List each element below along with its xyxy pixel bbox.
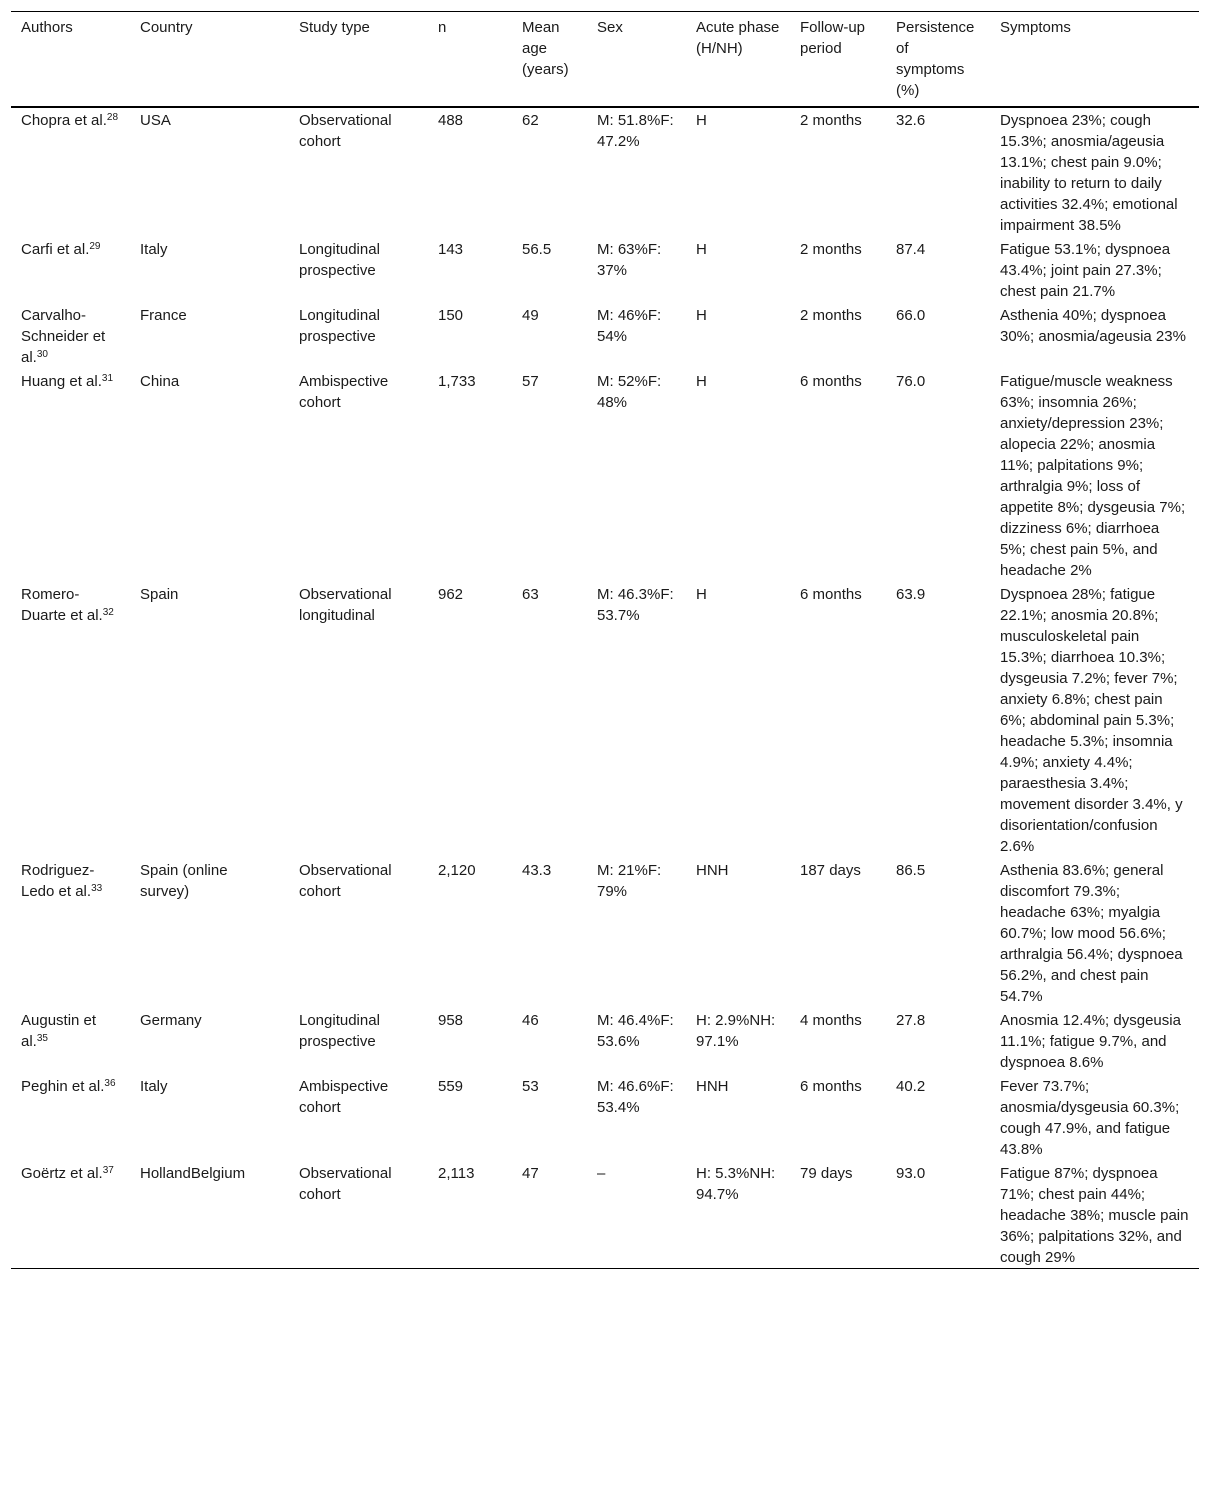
header-persistence: Persistence of symptoms (%) — [896, 19, 975, 99]
cell-acute-phase: H: 5.3%NH: 94.7% — [696, 1165, 776, 1203]
cell-persistence: 40.2 — [896, 1078, 926, 1095]
reference-number: 31 — [101, 373, 114, 384]
cell-study-type: Observational cohort — [299, 112, 392, 150]
cell-follow-up: 187 days — [800, 862, 861, 879]
cell-symptoms: Asthenia 40%; dyspnoea 30%; anosmia/ageusia 23% — [1000, 307, 1186, 345]
cell-sex: M: 52%F: 48% — [597, 373, 662, 411]
cell-follow-up: 2 months — [800, 112, 862, 129]
cell-sex: M: 46.3%F: 53.7% — [597, 586, 674, 624]
author-name: Peghin et al. — [21, 1078, 105, 1095]
cell-follow-up: 6 months — [800, 373, 862, 390]
cell-symptoms: Dyspnoea 23%; cough 15.3%; anosmia/ageusia 13.1%; chest pain 9.0%; inability to return to daily activities 32.4%; emotional impairment 38.5% — [1000, 112, 1178, 234]
cell-country: Germany — [140, 1012, 202, 1029]
cell-sex: M: 21%F: 79% — [597, 862, 662, 900]
reference-number: 36 — [104, 1078, 116, 1089]
cell-mean-age: 57 — [522, 373, 539, 390]
cell-n: 2,113 — [438, 1165, 475, 1182]
author-name: Carvalho-Schneider et al. — [21, 307, 106, 366]
cell-country: Spain — [140, 586, 179, 603]
cell-country: USA — [140, 112, 171, 129]
cell-follow-up: 2 months — [800, 241, 862, 258]
cell-country: China — [140, 373, 180, 390]
cell-persistence: 93.0 — [896, 1165, 926, 1182]
cell-sex: M: 46.4%F: 53.6% — [597, 1012, 674, 1050]
table-row — [11, 1160, 1199, 1269]
author-name: Goërtz et al. — [21, 1165, 103, 1182]
cell-study-type: Longitudinal prospective — [299, 307, 380, 345]
reference-number: 37 — [102, 1165, 114, 1176]
cell-mean-age: 63 — [522, 586, 539, 603]
cell-n: 143 — [438, 241, 464, 258]
header-sex: Sex — [597, 19, 623, 36]
cell-author — [11, 581, 130, 857]
table-row — [11, 581, 1199, 857]
cell-persistence: 63.9 — [896, 586, 926, 603]
author-name: Romero-Duarte et al. — [21, 586, 103, 624]
author-name: Huang et al. — [21, 373, 102, 390]
cell-sex: M: 46%F: 54% — [597, 307, 662, 345]
cell-symptoms: Fatigue 87%; dyspnoea 71%; chest pain 44%; headache 38%; muscle pain 36%; palpitations 32%, and cough 29% — [1000, 1165, 1189, 1266]
cell-acute-phase: H — [696, 241, 707, 258]
cell-author — [11, 368, 130, 581]
cell-persistence: 86.5 — [896, 862, 926, 879]
header-n: n — [438, 19, 447, 36]
reference-number: 29 — [89, 241, 101, 252]
cell-study-type: Longitudinal prospective — [299, 241, 380, 279]
author-name: Rodriguez-Ledo et al. — [21, 862, 95, 900]
cell-follow-up: 4 months — [800, 1012, 862, 1029]
header-symptoms: Symptoms — [1000, 19, 1071, 36]
cell-n: 962 — [438, 586, 464, 603]
cell-author — [11, 1073, 130, 1160]
cell-acute-phase: H — [696, 112, 707, 129]
table-header — [11, 12, 1199, 108]
cell-n: 559 — [438, 1078, 464, 1095]
cell-study-type: Observational cohort — [299, 862, 392, 900]
table-row — [11, 1007, 1199, 1073]
cell-author — [11, 236, 130, 302]
header-mean-age: Mean age (years) — [522, 19, 569, 78]
cell-persistence: 66.0 — [896, 307, 926, 324]
cell-mean-age: 47 — [522, 1165, 539, 1182]
cell-mean-age: 62 — [522, 112, 539, 129]
cell-n: 150 — [438, 307, 464, 324]
cell-acute-phase: HNH — [696, 1078, 729, 1095]
cell-acute-phase: H — [696, 586, 707, 603]
cell-study-type: Longitudinal prospective — [299, 1012, 380, 1050]
cell-persistence: 32.6 — [896, 112, 926, 129]
cell-symptoms: Fever 73.7%; anosmia/dysgeusia 60.3%; cough 47.9%, and fatigue 43.8% — [1000, 1078, 1180, 1158]
table-row — [11, 302, 1199, 368]
cell-persistence: 27.8 — [896, 1012, 926, 1029]
cell-mean-age: 46 — [522, 1012, 539, 1029]
cell-symptoms: Fatigue 53.1%; dyspnoea 43.4%; joint pain 27.3%; chest pain 21.7% — [1000, 241, 1171, 300]
table-row — [11, 1073, 1199, 1160]
cell-country: Spain (online survey) — [140, 862, 228, 900]
cell-acute-phase: H — [696, 373, 707, 390]
table-row — [11, 236, 1199, 302]
author-name: Carfi et al. — [21, 241, 90, 258]
cell-symptoms: Fatigue/muscle weakness 63%; insomnia 26%; anxiety/depression 23%; alopecia 22%; anosmia 11%; palpitations 9%; arthralgia 9%; loss of appetite 8%; dysgeusia 7%; dizziness 6%; diarrhoea 5%; chest pain 5%, and headache 2% — [1000, 373, 1186, 579]
cell-study-type: Observational longitudinal — [299, 586, 392, 624]
cell-symptoms: Dyspnoea 28%; fatigue 22.1%; anosmia 20.8%; musculoskeletal pain 15.3%; diarrhoea 10.3%; dysgeusia 7.2%; fever 7%; anxiety 6.8%; chest pain 6%; abdominal pain 5.3%; headache 5.3%; insomnia 4.9%; anxiety 4.4%; paraesthesia 3.4%; movement disorder 3.4%, y disorientation/confusion 2.6% — [1000, 586, 1183, 855]
cell-mean-age: 56.5 — [522, 241, 552, 258]
cell-symptoms: Asthenia 83.6%; general discomfort 79.3%; headache 63%; myalgia 60.7%; low mood 56.6%; arthralgia 56.4%; dyspnoea 56.2%, and chest pain 54.7% — [1000, 862, 1183, 1005]
header-acute-phase: Acute phase (H/NH) — [696, 19, 780, 57]
cell-country: HollandBelgium — [140, 1165, 246, 1182]
cell-n: 958 — [438, 1012, 464, 1029]
reference-number: 32 — [102, 607, 114, 618]
cell-study-type: Observational cohort — [299, 1165, 392, 1203]
cell-symptoms: Anosmia 12.4%; dysgeusia 11.1%; fatigue 9.7%, and dyspnoea 8.6% — [1000, 1012, 1181, 1071]
header-row — [11, 12, 1199, 108]
table-row — [11, 107, 1199, 236]
cell-acute-phase: HNH — [696, 862, 729, 879]
author-name: Chopra et al. — [21, 112, 107, 129]
header-country: Country — [140, 19, 193, 36]
cell-sex: M: 46.6%F: 53.4% — [597, 1078, 674, 1116]
cell-persistence: 76.0 — [896, 373, 926, 390]
cell-country: Italy — [140, 1078, 168, 1095]
cell-n: 488 — [438, 112, 464, 129]
cell-author — [11, 302, 130, 368]
cell-mean-age: 53 — [522, 1078, 539, 1095]
studies-table — [11, 11, 1199, 1269]
header-authors: Authors — [21, 19, 73, 36]
cell-author — [11, 1007, 130, 1073]
cell-study-type: Ambispective cohort — [299, 1078, 389, 1116]
cell-n: 1,733 — [438, 373, 476, 390]
cell-follow-up: 6 months — [800, 1078, 862, 1095]
cell-follow-up: 2 months — [800, 307, 862, 324]
reference-number: 28 — [106, 112, 119, 123]
cell-sex: M: 63%F: 37% — [597, 241, 662, 279]
table-row — [11, 368, 1199, 581]
cell-persistence: 87.4 — [896, 241, 926, 258]
header-follow-up: Follow-up period — [800, 19, 866, 57]
cell-acute-phase: H: 2.9%NH: 97.1% — [696, 1012, 776, 1050]
reference-number: 30 — [36, 349, 48, 360]
table-body — [11, 107, 1199, 1269]
reference-number: 33 — [91, 883, 103, 894]
header-study-type: Study type — [299, 19, 370, 36]
cell-mean-age: 43.3 — [522, 862, 552, 879]
cell-sex: – — [597, 1165, 606, 1182]
cell-author — [11, 107, 130, 236]
cell-country: Italy — [140, 241, 168, 258]
cell-n: 2,120 — [438, 862, 476, 879]
cell-author — [11, 1160, 130, 1269]
cell-mean-age: 49 — [522, 307, 539, 324]
cell-follow-up: 6 months — [800, 586, 862, 603]
cell-study-type: Ambispective cohort — [299, 373, 389, 411]
cell-author — [11, 857, 130, 1007]
cell-acute-phase: H — [696, 307, 707, 324]
cell-follow-up: 79 days — [800, 1165, 853, 1182]
cell-country: France — [140, 307, 187, 324]
reference-number: 35 — [36, 1033, 48, 1044]
cell-sex: M: 51.8%F: 47.2% — [597, 112, 674, 150]
table-row — [11, 857, 1199, 1007]
author-name: Augustin et al. — [21, 1012, 97, 1050]
